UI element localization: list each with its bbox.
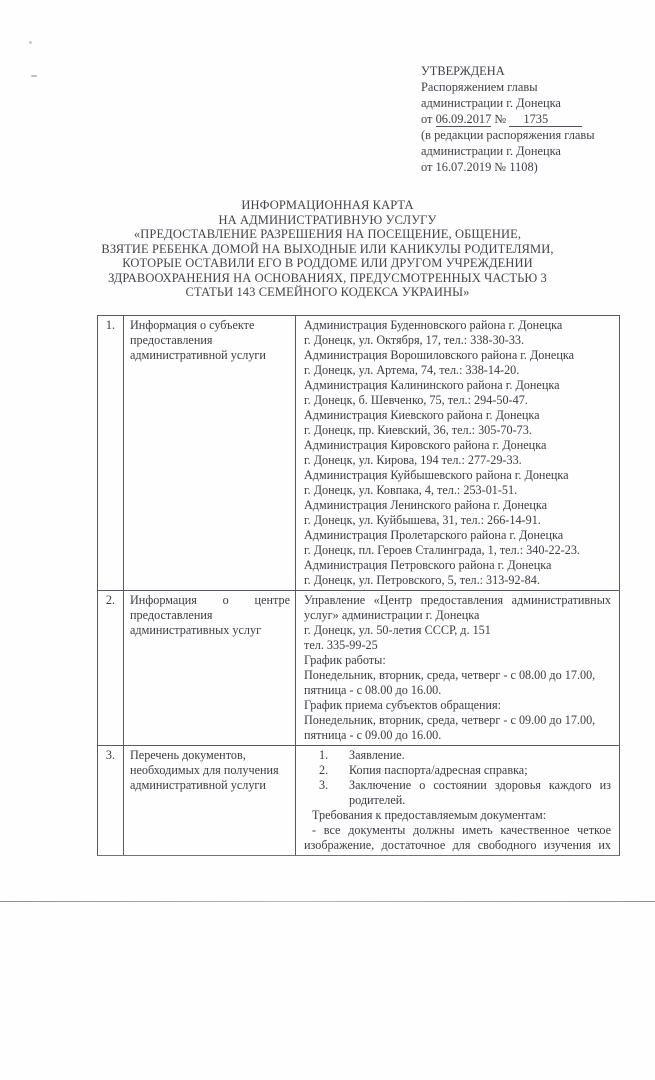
content-line: г. Донецк, ул. Куйбышева, 31, тел.: 266-14-91. (304, 513, 541, 527)
table-row (98, 316, 619, 590)
approval-stamp-block (421, 63, 643, 175)
scan-speck (31, 75, 37, 77)
approval-line: администрации г. Донецка (421, 96, 561, 110)
list-item-number: 1. (319, 748, 329, 762)
requirements-heading: Требования к предоставляемым документам: (312, 808, 547, 822)
content-line: Администрация Ленинского района г. Донецка (304, 498, 547, 512)
title-line: КОТОРЫЕ ОСТАВИЛИ ЕГО В РОДДОМЕ ИЛИ ДРУГОМ УЧРЕЖДЕНИИ (122, 256, 533, 270)
row-content-cell (296, 746, 619, 855)
number-sign: № (494, 112, 507, 126)
page-bottom-scan-line (0, 901, 655, 902)
row-label-cell: Информация о субъекте предоставления административной услуги (124, 316, 296, 590)
row-content-cell (296, 591, 619, 745)
content-line: г. Донецк, ул. Петровского, 5, тел.: 313-92-84. (304, 573, 540, 587)
list-item-text: Заключение о состоянии здоровья каждого из родителей. (349, 778, 611, 807)
table-row (98, 590, 619, 745)
approval-line: УТВЕРЖДЕНА (421, 64, 505, 78)
order-date: 06.09.2017 (435, 112, 492, 126)
approval-lines-before (421, 63, 643, 111)
content-line: г. Донецк, пл. Героев Сталинграда, 1, тел.: 340-22-23. (304, 543, 580, 557)
content-line: г. Донецк, ул. 50-летия СССР, д. 151 (304, 623, 491, 637)
row-content-cell (296, 316, 619, 590)
requirements-text: - все документы должны иметь качественное четкое изображение, достаточное для свободного изучения их (304, 823, 611, 852)
content-line: г. Донецк, ул. Ковпака, 4, тел.: 253-01-51. (304, 483, 518, 497)
content-line: Понедельник, вторник, среда, четверг - с 09.00 до 17.00, (304, 713, 596, 727)
row-number-cell: 3. (98, 746, 124, 855)
list-item-text: Копия паспорта/адресная справка; (349, 763, 528, 777)
title-line: ИНФОРМАЦИОННАЯ КАРТА (241, 198, 414, 212)
date-prefix: от (421, 112, 433, 126)
approval-line: Распоряжением главы (421, 80, 538, 94)
title-line: ЗДРАВООХРАНЕНИЯ НА ОСНОВАНИЯХ, ПРЕДУСМОТРЕННЫХ ЧАСТЬЮ 3 (108, 270, 547, 285)
order-number: 1735 (509, 112, 582, 127)
list-item (304, 778, 611, 808)
content-line: Администрация Пролетарского района г. Донецка (304, 528, 564, 542)
list-item-number: 3. (319, 778, 329, 792)
approval-line: (в редакции распоряжения главы (421, 128, 595, 142)
order-date-line (421, 111, 643, 127)
content-line: Администрация Киевского района г. Донецка (304, 408, 540, 422)
content-lines (304, 623, 611, 743)
content-line: График приема субъектов обращения: (304, 698, 502, 712)
list-item-number: 2. (319, 763, 329, 777)
documents-list (304, 748, 611, 808)
content-line: пятница - с 09.00 до 16.00. (304, 728, 442, 742)
content-line: График работы: (304, 653, 386, 667)
content-line: Понедельник, вторник, среда, четверг - с 08.00 до 17.00, (304, 668, 596, 682)
row-label-cell: Информация о центре предоставления административных услуг (124, 591, 296, 745)
title-line: ВЗЯТИЕ РЕБЕНКА ДОМОЙ НА ВЫХОДНЫЕ ИЛИ КАНИКУЛЫ РОДИТЕЛЯМИ, (101, 241, 554, 256)
content-line: г. Донецк, ул. Кирова, 194 тел.: 277-29-33. (304, 453, 522, 467)
content-line: Администрация Кировского района г. Донецка (304, 438, 547, 452)
row-label-cell: Перечень документов, необходимых для получения административной услуги (124, 746, 296, 855)
document-title (0, 198, 655, 300)
content-line: г. Донецк, ул. Артема, 74, тел.: 338-14-20. (304, 363, 520, 377)
info-table (97, 315, 620, 856)
content-line: Администрация Куйбышевского района г. Донецка (304, 468, 569, 482)
row-number-cell: 1. (98, 316, 124, 590)
table-row (98, 745, 619, 855)
title-line: НА АДМИНИСТРАТИВНУЮ УСЛУГУ (218, 212, 437, 227)
title-line: СТАТЬИ 143 СЕМЕЙНОГО КОДЕКСА УКРАИНЫ» (185, 285, 470, 299)
content-line: Администрация Буденновского района г. Донецка (304, 318, 563, 332)
approval-line: администрации г. Донецка (421, 144, 561, 158)
title-line: «ПРЕДОСТАВЛЕНИЕ РАЗРЕШЕНИЯ НА ПОСЕЩЕНИЕ, ОБЩЕНИЕ, (133, 227, 522, 241)
list-item (304, 748, 611, 763)
list-item-text: Заявление. (349, 748, 405, 762)
scan-speck (29, 41, 32, 44)
content-lines (304, 318, 611, 588)
list-item (304, 763, 611, 778)
row-number-cell: 2. (98, 591, 124, 745)
approval-line: от 16.07.2019 № 1108) (421, 160, 538, 174)
content-line: Администрация Петровского района г. Донецка (304, 558, 552, 572)
content-line: г. Донецк, пр. Киевский, 36, тел.: 305-70-73. (304, 423, 532, 437)
content-line: г. Донецк, б. Шевченко, 75, тел.: 294-50-47. (304, 393, 528, 407)
content-line: Администрация Ворошиловского района г. Донецка (304, 348, 575, 362)
content-line: г. Донецк, ул. Октября, 17, тел.: 338-30-33. (304, 333, 525, 347)
content-line: тел. 335-99-25 (304, 638, 378, 652)
approval-lines-after (421, 127, 643, 175)
content-paragraph: Управление «Центр предоставления административных услуг» администрации г. Донецка (304, 593, 611, 622)
content-line: пятница - с 08.00 до 16.00. (304, 683, 442, 697)
content-line: Администрация Калининского района г. Донецка (304, 378, 560, 392)
